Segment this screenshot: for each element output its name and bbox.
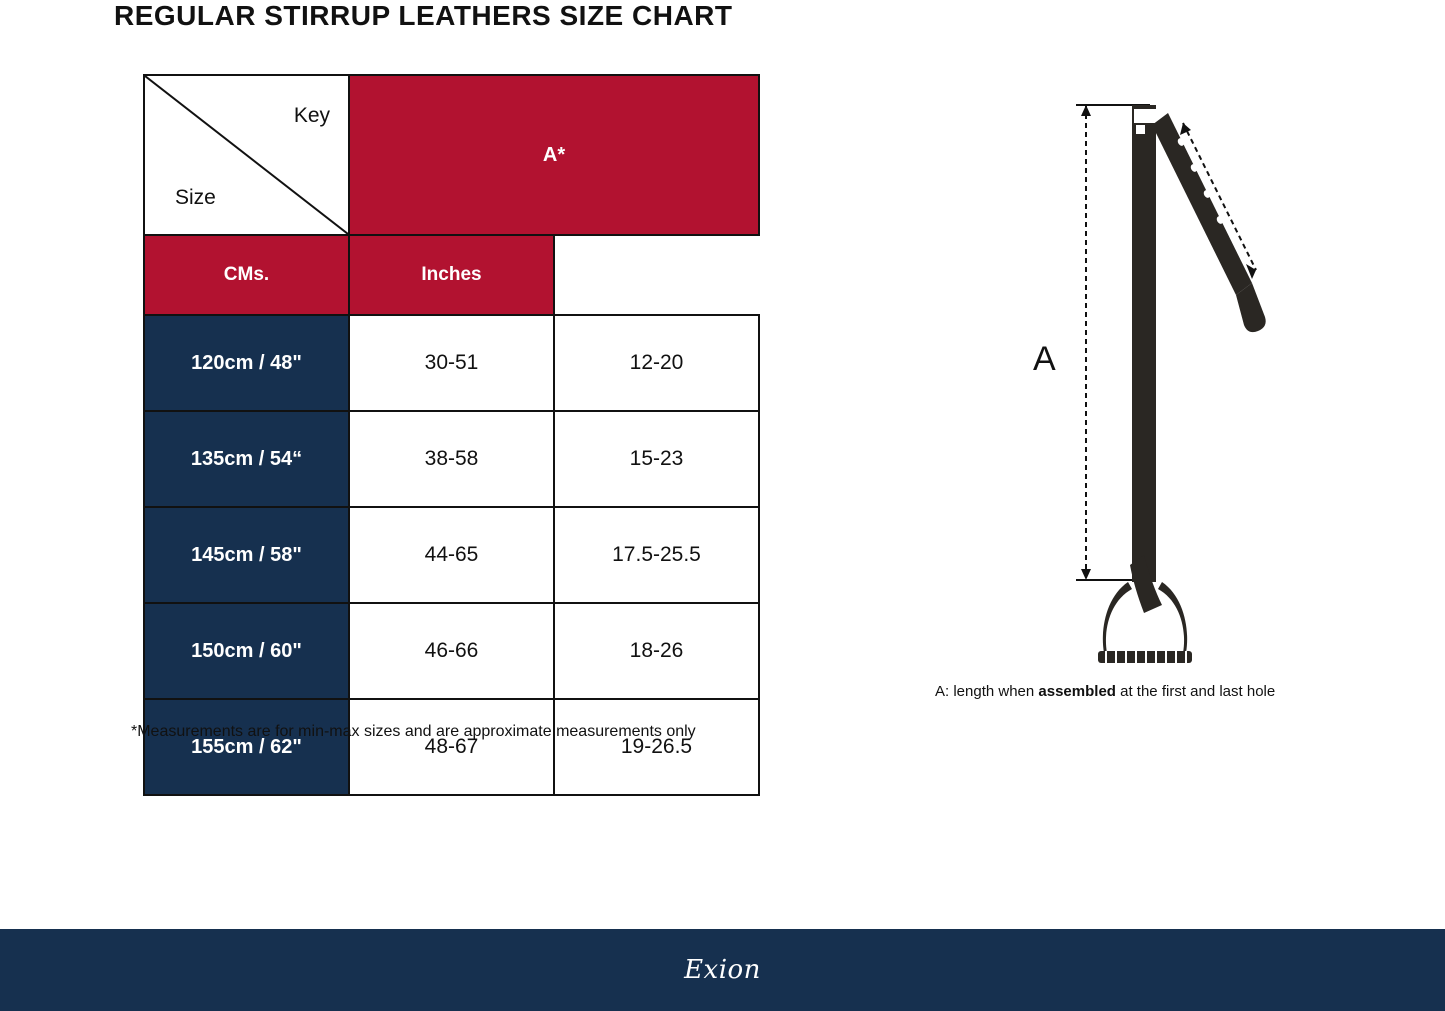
table-row (144, 315, 759, 411)
row-size-label: 155cm / 62" (144, 699, 349, 795)
row-size-label: 145cm / 58" (144, 507, 349, 603)
caption-suffix: at the first and last hole (1115, 683, 1276, 700)
caption-prefix: A: length when (935, 683, 1039, 700)
size-chart-table (143, 74, 760, 796)
subheader-inches: Inches (349, 235, 554, 315)
group-header-a: A* (349, 75, 759, 235)
row-inch-value: 12-20 (554, 315, 759, 411)
row-inch-value: 19-26.5 (554, 699, 759, 795)
table-row (144, 603, 759, 699)
table-header-row (144, 75, 759, 235)
caption-bold: assembled (1038, 683, 1116, 700)
table-subheader-row (144, 235, 759, 315)
subheader-cms: CMs. (144, 235, 349, 315)
footer-bar (0, 929, 1445, 1011)
page-title: REGULAR STIRRUP LEATHERS SIZE CHART (114, 0, 733, 31)
row-cm-value: 46-66 (349, 603, 554, 699)
row-size-label: 135cm / 54“ (144, 411, 349, 507)
measurement-footnote: *Measurements are for min-max sizes and are approximate measurements only (131, 723, 696, 740)
row-inch-value: 15-23 (554, 411, 759, 507)
corner-key-size-cell (144, 75, 349, 235)
row-cm-value: 48-67 (349, 699, 554, 795)
row-cm-value: 44-65 (349, 507, 554, 603)
row-cm-value: 38-58 (349, 411, 554, 507)
diagonal-divider-icon (145, 76, 348, 234)
stirrup-leather-diagram (900, 85, 1400, 685)
table-row (144, 411, 759, 507)
dimension-label-a: A (1033, 340, 1056, 378)
brand-logo: Exion (684, 955, 761, 985)
row-inch-value: 18-26 (554, 603, 759, 699)
row-size-label: 120cm / 48" (144, 315, 349, 411)
table-row (144, 699, 759, 795)
table-row (144, 507, 759, 603)
row-size-label: 150cm / 60" (144, 603, 349, 699)
row-inch-value: 17.5-25.5 (554, 507, 759, 603)
corner-size-label: Size (175, 186, 216, 209)
row-cm-value: 30-51 (349, 315, 554, 411)
diagram-caption (935, 683, 1275, 700)
corner-key-label: Key (293, 104, 330, 127)
